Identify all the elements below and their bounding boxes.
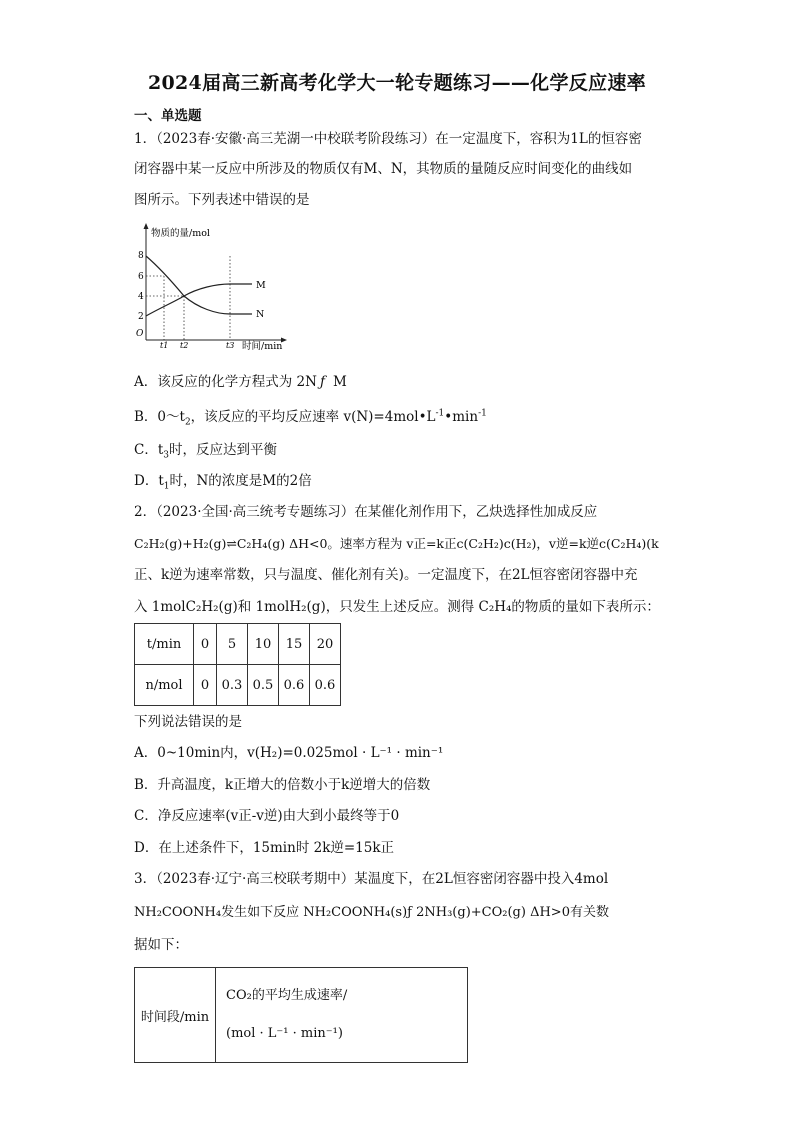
q2-stem-line1: 2．（2023·全国·高三统考专题练习）在某催化剂作用下，乙炔选择性加成反应 (134, 504, 598, 520)
q1-stem-line3: 图所示。下列表述中错误的是 (134, 192, 310, 208)
q1-option-d: D．$t_1$时，N的浓度是M的2倍 (134, 473, 312, 492)
q2-stem-line2: C₂H₂(g)+H₂(g)⇌C₂H₄(g) ΔH<0。速率方程为 v正=k正c(C₂H₂)c(H₂)，v逆=k逆c(C₂H₄)(k (134, 536, 659, 551)
table-cell: 时间段/min (135, 968, 216, 1063)
q3-stem-line2: NH₂COONH₄发生如下反应 NH₂COONH₄(s)ƒ 2NH₃(g)+CO₂(g) ΔH>0有关数 (134, 905, 609, 920)
page-title: 2024届高三新高考化学大一轮专题练习——化学反应速率 (148, 72, 646, 94)
table-cell: 10 (248, 624, 279, 665)
table-cell: 0.3 (217, 665, 248, 706)
label-M: M (256, 280, 266, 291)
y-tick-4: 4 (138, 292, 144, 302)
table-cell: 20 (310, 624, 341, 665)
y-tick-6: 6 (138, 272, 144, 282)
q1-graph (134, 222, 304, 357)
table-header-line2: (mol · L⁻¹ · min⁻¹) (226, 1026, 343, 1041)
q2-ask: 下列说法错误的是 (134, 714, 242, 730)
table-row (135, 665, 341, 706)
table-cell: n/mol (135, 665, 194, 706)
q2-stem-line3: 正、k逆为速率常数，只与温度、催化剂有关)。一定温度下，在2L恒容密闭容器中充 (134, 567, 638, 583)
q3-stem-line1: 3．（2023春·辽宁·高三校联考期中）某温度下，在2L恒容密闭容器中投入4mol (134, 871, 609, 887)
table-row (135, 968, 468, 1063)
x-tick-t3: t3 (226, 341, 235, 350)
q2-stem-line4: 入 1molC₂H₂(g)和 1molH₂(g)，只发生上述反应。测得 C₂H₄的物质的量如下表所示： (134, 599, 660, 615)
x-axis-label: 时间/min (242, 341, 283, 352)
table-cell: 0.6 (279, 665, 310, 706)
q1-stem-line1: 1．（2023春·安徽·高三芜湖一中校联考阶段练习）在一定温度下，容积为1L的恒容密 (134, 131, 642, 147)
q1-option-a: A．该反应的化学方程式为 2N ƒ M (134, 374, 347, 390)
table-cell: 15 (279, 624, 310, 665)
q1-stem-line2: 闭容器中某一反应中所涉及的物质仅有M、N，其物质的量随反应时间变化的曲线如 (134, 161, 633, 177)
table-cell: t/min (135, 624, 194, 665)
table-header-line1: CO₂的平均生成速率/ (226, 988, 348, 1003)
q1-option-c: C．$t_3$时，反应达到平衡 (134, 442, 277, 461)
q3-stem-line3: 据如下： (134, 937, 188, 953)
q1-option-b: B．$0\sim t_2$，该反应的平均反应速率 $v(N)=4mol•L^{-1}•\min^{-1}$ (134, 408, 487, 428)
curve-N (146, 256, 252, 314)
table-cell: 0 (194, 665, 217, 706)
label-N: N (256, 309, 265, 320)
q2-option-b: B．升高温度，k正增大的倍数小于k逆增大的倍数 (134, 777, 431, 793)
curve-M (146, 284, 252, 316)
q2-option-d: D．在上述条件下，15min时 2k逆=15k正 (134, 840, 395, 856)
q2-option-a: A．0~10min内，v(H₂)=0.025mol · L⁻¹ · min⁻¹ (134, 745, 444, 761)
y-tick-8: 8 (138, 251, 144, 261)
table-cell (216, 968, 468, 1063)
table-row (135, 624, 341, 665)
x-tick-t2: t2 (180, 341, 189, 350)
table-cell: 0.6 (310, 665, 341, 706)
x-tick-t1: t1 (160, 341, 169, 350)
section-heading: 一、单选题 (134, 108, 202, 124)
y-axis-arrow (144, 223, 149, 229)
table-cell: 0.5 (248, 665, 279, 706)
q3-data-table (134, 967, 468, 1063)
table-cell: 5 (217, 624, 248, 665)
y-axis-label: 物质的量/mol (151, 228, 210, 239)
y-tick-2: 2 (138, 312, 144, 322)
table-cell: 0 (194, 624, 217, 665)
q2-option-c: C．净反应速率(v正-v逆)由大到小最终等于0 (134, 808, 400, 824)
q2-data-table (134, 623, 341, 706)
origin-label: O (136, 329, 144, 339)
